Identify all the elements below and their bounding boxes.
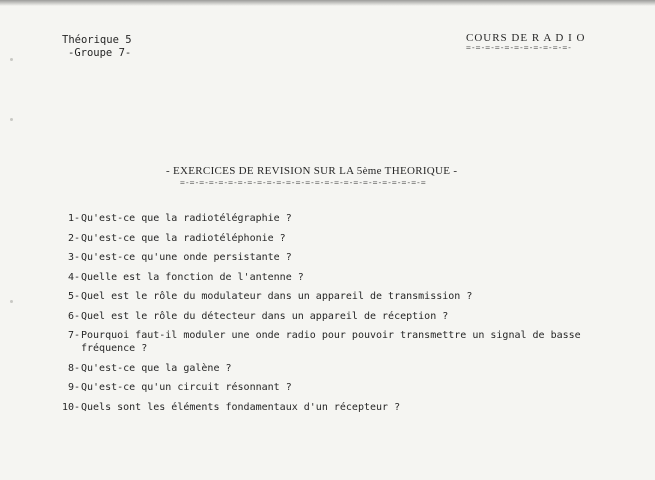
question-number: 1-: [67, 213, 80, 224]
question-number: 6-: [67, 310, 80, 322]
question-number: 7-: [67, 330, 80, 341]
list-item: [56, 362, 616, 375]
exercise-title-rule: =-=-=-=-=-=-=-=-=-=-=-=-=-=-=-=-=-=-=-=-=-=-=-=-=-=: [180, 178, 426, 187]
question-number: 2-: [67, 232, 80, 244]
course-level: Théorique 5: [62, 34, 132, 46]
question-list: [56, 212, 616, 420]
list-item: [56, 271, 616, 284]
list-item: [56, 310, 616, 323]
list-item: [56, 232, 616, 245]
question-text: Qu'est-ce que la radiotélégraphie ?: [81, 213, 292, 224]
list-item: [56, 401, 616, 414]
question-number: 10-: [61, 401, 80, 413]
question-text: Pourquoi faut-il moduler une onde radio pour pouvoir transmettre un signal de basse fréquence ?: [81, 330, 581, 354]
punch-mark: [10, 58, 13, 61]
list-item: [56, 290, 616, 303]
question-text: Quels sont les éléments fondamentaux d'un récepteur ?: [81, 401, 401, 413]
group-label: -Groupe 7-: [68, 47, 132, 59]
question-number: 4-: [67, 271, 80, 283]
list-item: [56, 212, 616, 225]
header-right: [466, 32, 585, 52]
course-title-rule: =-=-=-=-=-=-=-=-=-=-=-: [466, 43, 572, 52]
punch-mark: [10, 300, 13, 303]
list-item: [56, 329, 616, 355]
question-number: 8-: [67, 362, 80, 374]
question-text: Quel est le rôle du modulateur dans un appareil de transmission ?: [81, 291, 473, 302]
question-number: 3-: [67, 252, 80, 263]
list-item: [56, 381, 616, 394]
question-number: 5-: [67, 291, 80, 302]
question-text: Qu'est-ce que la radiotéléphonie ?: [81, 232, 286, 244]
punch-mark: [10, 118, 13, 121]
scan-top-edge: [0, 0, 655, 6]
question-number: 9-: [67, 382, 80, 393]
exercise-title: - EXERCICES DE REVISION SUR LA 5ème THEORIQUE -: [166, 165, 458, 177]
question-text: Qu'est-ce que la galène ?: [81, 362, 232, 374]
question-text: Qu'est-ce qu'un circuit résonnant ?: [81, 382, 292, 393]
header-left: [62, 34, 132, 60]
question-text: Qu'est-ce qu'une onde persistante ?: [81, 252, 292, 263]
course-title: COURS DE R A D I O: [466, 32, 586, 44]
question-text: Quel est le rôle du détecteur dans un appareil de réception ?: [81, 310, 449, 322]
question-text: Quelle est la fonction de l'antenne ?: [81, 271, 304, 283]
exercise-heading: [166, 165, 457, 187]
list-item: [56, 251, 616, 264]
